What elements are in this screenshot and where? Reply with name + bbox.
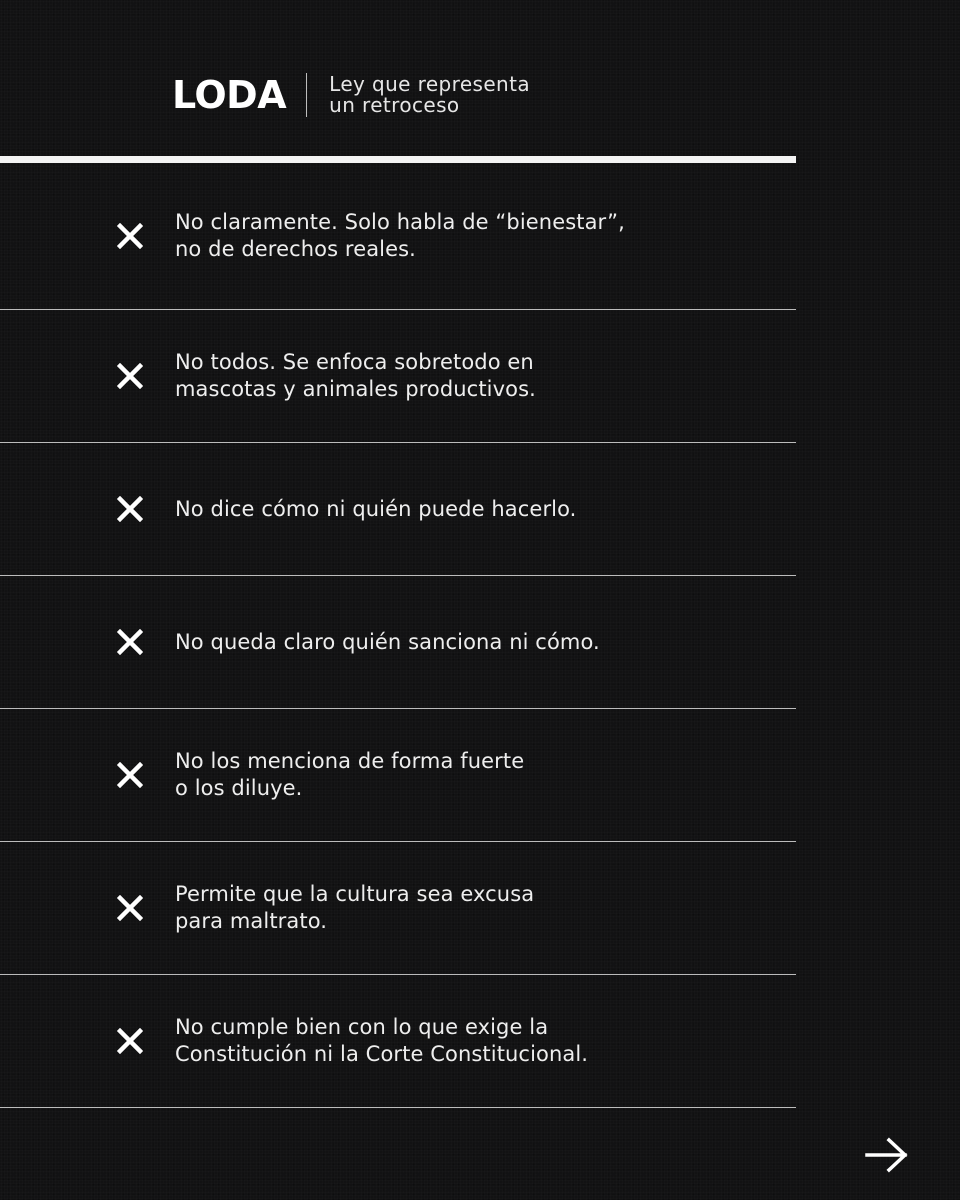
header-divider: [306, 73, 307, 117]
tagline-line-2: un retroceso: [329, 93, 460, 117]
list-item-line-1: No claramente. Solo habla de “bienestar”,: [175, 210, 625, 234]
list-item: [0, 975, 796, 1108]
list-item: [0, 163, 796, 310]
list-item-line-2: mascotas y animales productivos.: [175, 377, 536, 401]
list-item: [0, 842, 796, 975]
header: [172, 70, 530, 120]
list-item-line-2: Constitución ni la Corte Constitucional.: [175, 1042, 589, 1066]
list-item-line-2: o los diluye.: [175, 776, 303, 800]
tagline-line-1: Ley que representa: [329, 72, 531, 96]
x-icon: [117, 363, 143, 389]
x-icon: [117, 223, 143, 249]
list-item: [0, 443, 796, 576]
arrow-right-icon[interactable]: [865, 1137, 909, 1173]
x-icon: [117, 496, 143, 522]
list-item-line-1: No queda claro quién sanciona ni cómo.: [175, 629, 600, 654]
criteria-list: [0, 163, 796, 1108]
list-item-text: [175, 1014, 695, 1068]
x-icon: [117, 762, 143, 788]
list-item: [0, 709, 796, 842]
top-rule: [0, 156, 796, 163]
list-item-line-1: No todos. Se enfoca sobretodo en: [175, 350, 534, 374]
x-icon: [117, 895, 143, 921]
list-item: [0, 310, 796, 443]
list-item-line-1: No los menciona de forma fuerte: [175, 749, 525, 773]
list-item-line-1: No dice cómo ni quién puede hacerlo.: [175, 496, 577, 521]
list-item-text: [175, 748, 695, 802]
list-item: [0, 576, 796, 709]
brand-title: LODA: [172, 73, 287, 117]
list-item-line-1: No cumple bien con lo que exige la: [175, 1015, 549, 1039]
list-item-line-1: Permite que la cultura sea excusa: [175, 882, 535, 906]
list-item-text: [175, 629, 695, 656]
list-item-text: [175, 496, 695, 523]
list-item-text: [175, 881, 695, 935]
list-item-line-2: para maltrato.: [175, 909, 328, 933]
list-item-line-2: no de derechos reales.: [175, 237, 416, 261]
list-item-text: [175, 209, 695, 263]
tagline: [329, 74, 530, 116]
x-icon: [117, 629, 143, 655]
x-icon: [117, 1028, 143, 1054]
list-item-text: [175, 349, 695, 403]
